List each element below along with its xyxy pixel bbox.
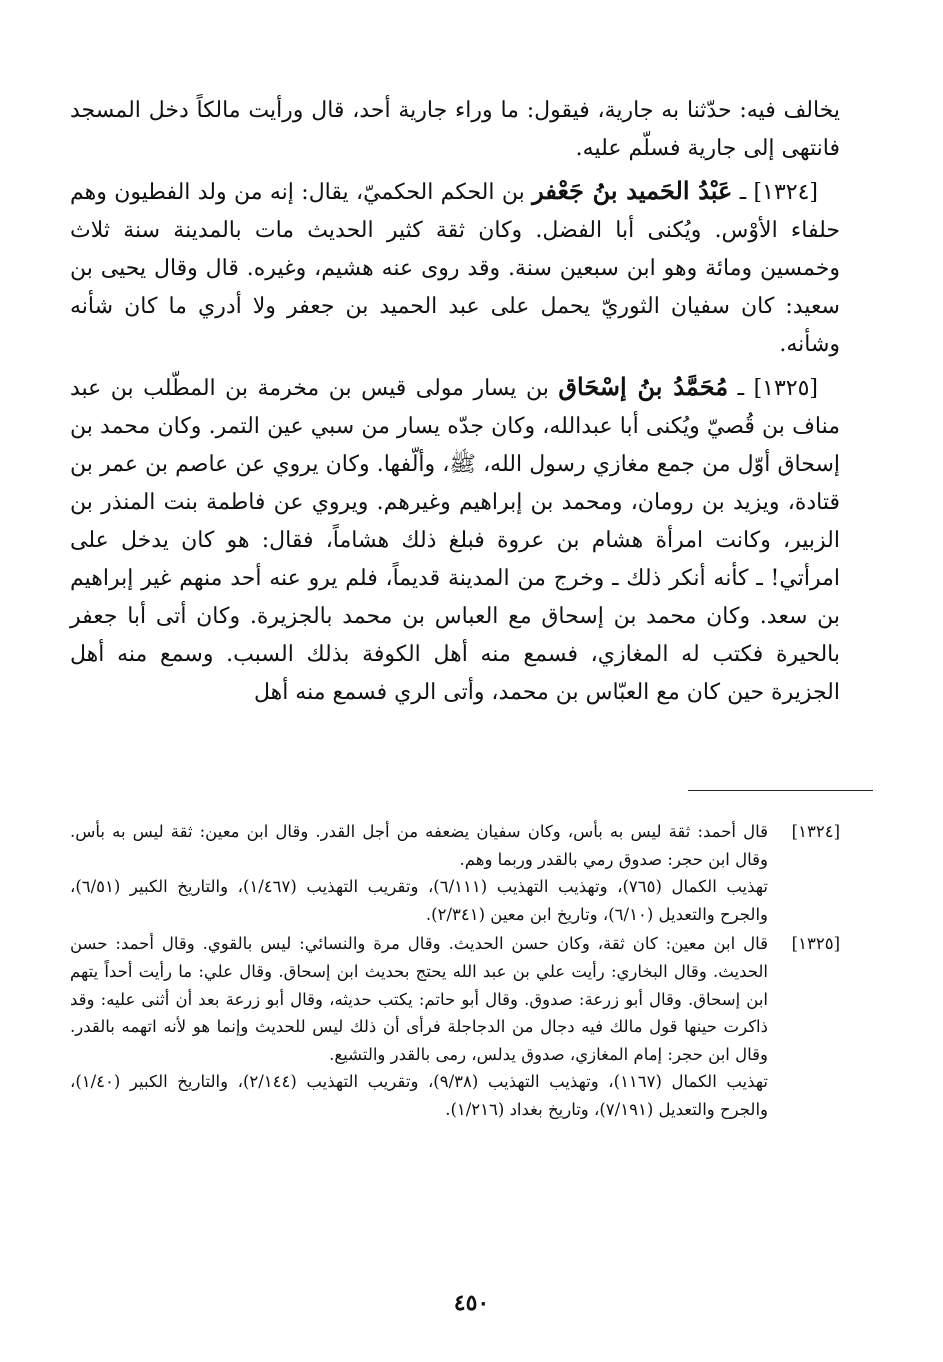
- footnote-line: تهذيب الكمال (٧٦٥)، وتهذيب التهذيب (٦/١١١)، وتقريب التهذيب (١/٤٦٧)، والتاريخ الكبير (٦/٥١)، والجرح والتعديل (٦/١٠)، وتاريخ ابن معين (٢/٣٤١).: [70, 877, 768, 924]
- footnote-line: قال ابن معين: كان ثقة، وكان حسن الحديث. وقال مرة والنسائي: ليس بالقوي. وقال أحمد: حسن الحديث. وقال البخاري: رأيت علي بن عبد الله يحتج بحديث ابن إسحاق. وقال علي: ما رأيت أحداً يتهم ابن إسحاق. وقال أبو زرعة: صدوق. وقال أبو حاتم: يكتب حديثه، وقال أبو زرعة بعد أن أثنى عليه: وقد ذاكرت حينها قول مالك فيه دجال من الدجاجلة فرأى أن ذلك ليس للحديث وإنما هو لأنه اتهمه بالقدر. وقال ابن حجر: إمام المغازي، صدوق يدلس، رمى بالقدر والتشيع.: [70, 934, 768, 1064]
- page-number: ٤٥٠: [453, 1290, 490, 1316]
- entry-1325: [70, 368, 840, 712]
- footnote-number: [١٣٢٤]: [791, 822, 840, 841]
- entry-1324-name: عَبْدُ الحَميد بنُ جَعْفر: [532, 176, 733, 205]
- entry-1324-text: بن الحكم الحكميّ، يقال: إنه من ولد الفطيون وهم حلفاء الأوْس. ويُكنى أبا الفضل. وكان ثقة كثير الحديث مات بالمدينة سنة ثلاث وخمسين ومائة وهو ابن سبعين سنة. وقد روى عنه هشيم، وغيره. قال وقال يحيى بن سعيد: كان سفيان الثوريّ يحمل على عبد الحميد بن جعفر ولا أدري ما كان شأنه وشأنه.: [70, 180, 840, 357]
- entry-1325-number: [١٣٢٥] ـ: [728, 376, 819, 401]
- paragraph-continuation: يخالف فيه: حدّثنا به جارية، فيقول: ما وراء جارية أحد، قال ورأيت مالكاً دخل المسجد فانتهى إلى جارية فسلّم عليه.: [70, 98, 840, 161]
- entry-1324-number: [١٣٢٤] ـ: [732, 180, 818, 205]
- footnotes: [70, 818, 840, 1124]
- entry-1324: [70, 172, 840, 364]
- footnote-line: تهذيب الكمال (١١٦٧)، وتهذيب التهذيب (٩/٣٨)، وتقريب التهذيب (٢/١٤٤)، والتاريخ الكبير (١/٤٠)، والجرح والتعديل (٧/١٩١)، وتاريخ بغداد (١/٢١٦).: [70, 1072, 768, 1119]
- footnote-number: [١٣٢٥]: [791, 934, 840, 954]
- footnote-separator: [688, 790, 873, 791]
- footnote-line: قال أحمد: ثقة ليس به بأس، وكان سفيان يضعفه من أجل القدر. وقال ابن معين: ثقة ليس به بأس. وقال ابن حجر: صدوق رمي بالقدر وربما وهم.: [70, 822, 768, 869]
- entry-1325-name: مُحَمَّدُ بنُ إسْحَاق: [558, 372, 729, 401]
- footnote-1325: [70, 930, 840, 1123]
- entry-1325-text: بن يسار مولى قيس بن مخرمة بن المطّلب بن عبد مناف بن قُصيّ ويُكنى أبا عبدالله، وكان جدّه يسار من سبي عين التمر. وكان محمد بن إسحاق أوّل من جمع مغازي رسول الله، ﷺ، وألّفها. وكان يروي عن عاصم بن عمر بن قتادة، ويزيد بن رومان، ومحمد بن إبراهيم وغيرهم. ويروي عن فاطمة بنت المنذر بن الزبير، وكانت امرأة هشام بن عروة فبلغ ذلك هشاماً، فقال: هو كان يدخل على امرأتي! ـ كأنه أنكر ذلك ـ وخرج من المدينة قديماً، فلم يرو عنه أحد منهم غير إبراهيم بن سعد. وكان محمد بن إسحاق مع العباس بن محمد بالجزيرة. وكان أتى أبا جعفر بالحيرة فكتب له المغازي، فسمع منه أهل الكوفة بذلك السبب. وسمع منه أهل الجزيرة حين كان مع العبّاس بن محمد، وأتى الري فسمع منه أهل: [70, 376, 841, 705]
- main-text: [70, 92, 840, 716]
- footnote-1324: [70, 818, 840, 928]
